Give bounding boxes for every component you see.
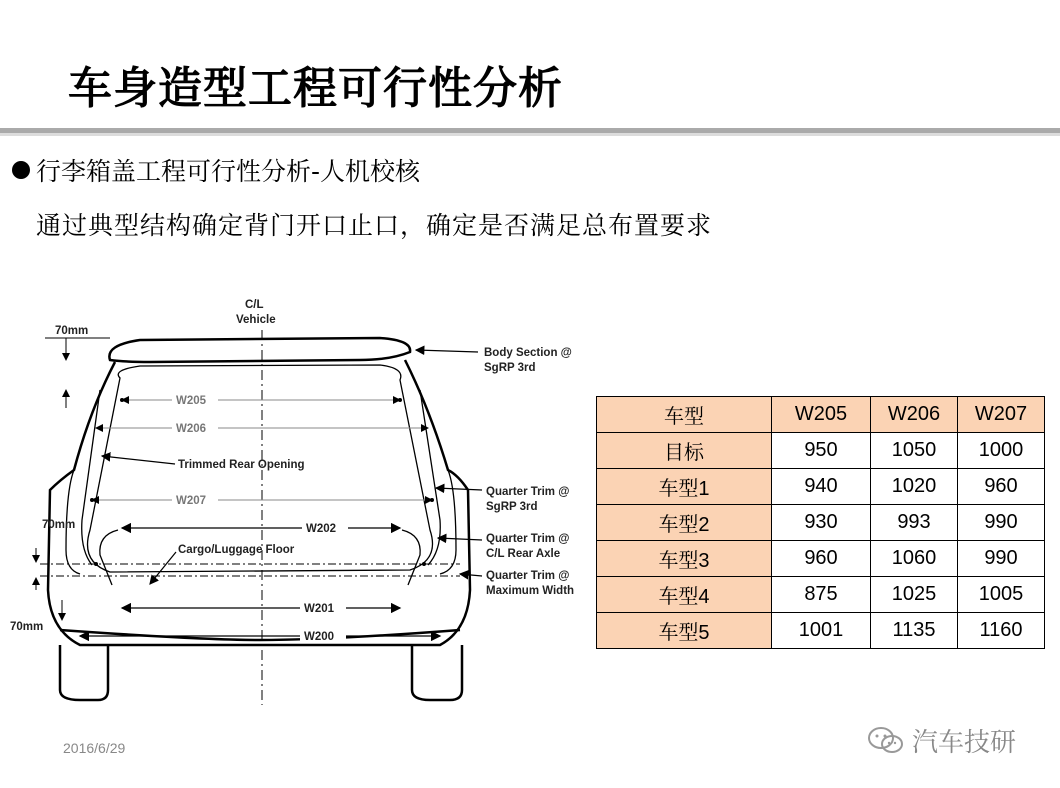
row-label: 车型3: [597, 541, 772, 577]
table-cell: 1005: [958, 577, 1045, 613]
quarter-sgrp-leader: [436, 488, 482, 490]
vehicle-rear-diagram: [0, 290, 600, 720]
table-cell: 1001: [772, 613, 871, 649]
row-label: 车型1: [597, 469, 772, 505]
watermark-text: 汽车技研: [912, 728, 1017, 758]
table-cell: 875: [772, 577, 871, 613]
table-cell: 1020: [871, 469, 958, 505]
table-row: [597, 469, 1045, 505]
table-row: [597, 577, 1045, 613]
spec-table: [596, 396, 1045, 649]
row-label: 目标: [597, 433, 772, 469]
table-row: [597, 505, 1045, 541]
body-section-label-2: SgRP 3rd: [484, 362, 536, 374]
table-cell: 1160: [958, 613, 1045, 649]
table-cell: 930: [772, 505, 871, 541]
bullet-text: 行李箱盖工程可行性分析-人机校核: [36, 157, 421, 186]
cl-vehicle-label: Vehicle: [236, 314, 276, 326]
table-cell: 993: [871, 505, 958, 541]
wechat-icon: [866, 725, 906, 757]
title-divider-shadow: [0, 133, 1060, 136]
trimmed-opening-label: Trimmed Rear Opening: [178, 459, 305, 471]
quarter-axle-label-1: Quarter Trim @: [486, 533, 570, 545]
cl-label: C/L: [245, 299, 264, 311]
measurement-points: [90, 398, 434, 566]
bullet-item: [12, 152, 420, 188]
cargo-floor-leader: [150, 552, 176, 584]
table-row: [597, 613, 1045, 649]
dim-mid-label: 70mm: [42, 519, 76, 531]
row-label: 车型2: [597, 505, 772, 541]
w202-label: W202: [306, 523, 337, 535]
w207-label: W207: [176, 495, 207, 507]
slide-title: 车身造型工程可行性分析: [68, 63, 563, 114]
sub-text: 通过典型结构确定背门开口止口，确定是否满足总布置要求: [36, 211, 713, 240]
row-label: 车型4: [597, 577, 772, 613]
header-cell: W206: [871, 397, 958, 433]
quarter-max-label-2: Maximum Width: [486, 585, 575, 597]
table-cell: 960: [772, 541, 871, 577]
bullet-dot-icon: [12, 161, 30, 179]
dim-bottom-label: 70mm: [10, 621, 44, 633]
table-cell: 1025: [871, 577, 958, 613]
slide-date: 2016/6/29: [63, 740, 126, 756]
table-cell: 960: [958, 469, 1045, 505]
quarter-max-label-1: Quarter Trim @: [486, 570, 570, 582]
dim-top-label: 70mm: [55, 325, 89, 337]
table-cell: 1060: [871, 541, 958, 577]
quarter-axle-leader: [438, 538, 482, 540]
table-cell: 990: [958, 505, 1045, 541]
body-section-leader: [416, 350, 478, 352]
vehicle-body-outline: [48, 338, 470, 700]
body-section-label-1: Body Section @: [484, 347, 572, 359]
row-label: 车型5: [597, 613, 772, 649]
watermark: [866, 722, 1016, 759]
table-cell: 990: [958, 541, 1045, 577]
table-cell: 940: [772, 469, 871, 505]
quarter-sgrp-label-1: Quarter Trim @: [486, 486, 570, 498]
quarter-axle-label-2: C/L Rear Axle: [486, 548, 561, 560]
table-cell: 1000: [958, 433, 1045, 469]
w206-label: W206: [176, 423, 207, 435]
w205-label: W205: [176, 395, 207, 407]
table-row: [597, 433, 1045, 469]
quarter-sgrp-label-2: SgRP 3rd: [486, 501, 538, 513]
table-cell: 1050: [871, 433, 958, 469]
table-row: [597, 541, 1045, 577]
w201-label: W201: [304, 603, 335, 615]
cargo-floor-label: Cargo/Luggage Floor: [178, 544, 295, 556]
quarter-max-leader: [460, 574, 482, 576]
header-cell: W205: [772, 397, 871, 433]
header-cell: 车型: [597, 397, 772, 433]
table-cell: 1135: [871, 613, 958, 649]
trimmed-opening-leader: [102, 456, 175, 464]
table-header-row: [597, 397, 1045, 433]
table-cell: 950: [772, 433, 871, 469]
w200-label: W200: [304, 631, 335, 643]
header-cell: W207: [958, 397, 1045, 433]
